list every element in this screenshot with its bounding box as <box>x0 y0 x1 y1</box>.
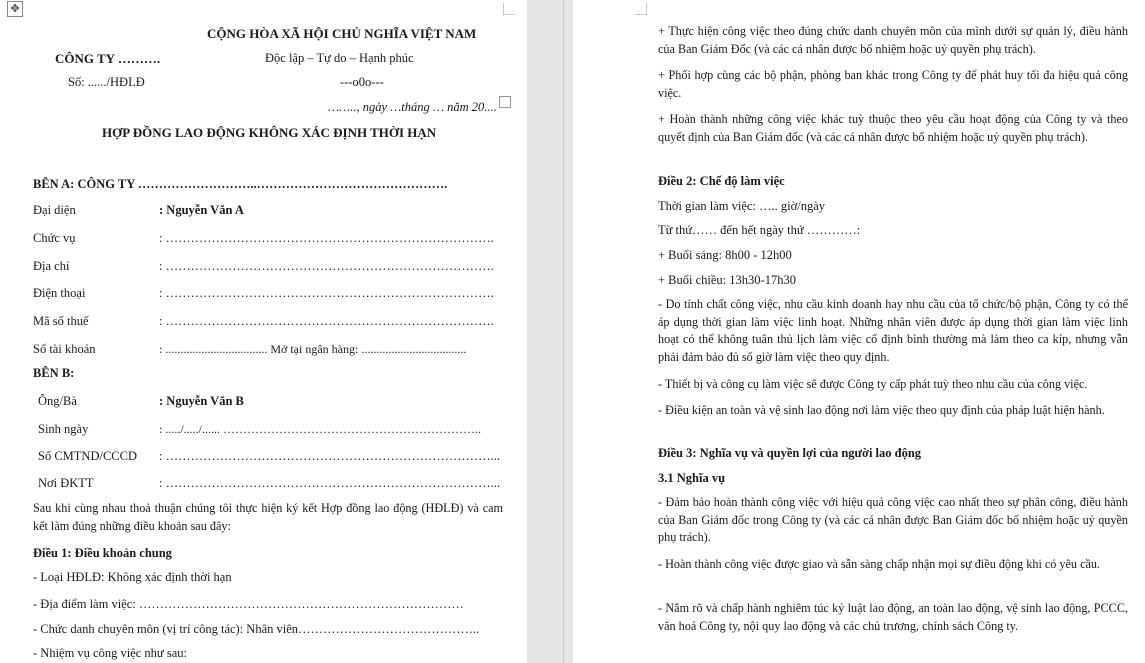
article-1-line: - Chức danh chuyên môn (vị trí công tác): Nhân viên…………………………………….. <box>33 622 480 636</box>
party-a-value-phone: : ……………………………………………………………………. <box>159 286 494 300</box>
intro-paragraph: Sau khi cùng nhau thoả thuận chúng tôi thực hiện ký kết Hợp đồng lao động (HĐLĐ) và cam kết làm đúng những điều khoản sau đây: <box>33 501 503 533</box>
party-b-value-id-card: : ……………………………………………………………………... <box>159 449 500 463</box>
document-page-right <box>573 0 1145 663</box>
article-2-heading: Điều 2: Chế độ làm việc <box>658 174 785 188</box>
article-1-line: - Nhiệm vụ công việc như sau: <box>33 646 187 660</box>
republic-title: CỘNG HÒA XÃ HỘI CHỦ NGHĨA VIỆT NAM <box>207 26 477 41</box>
party-a-label-address: Địa chỉ <box>33 259 70 273</box>
party-a-label-position: Chức vụ <box>33 231 76 245</box>
party-a-value-tax-code: : ……………………………………………………………………. <box>159 314 494 328</box>
party-b-value-name: : Nguyễn Văn B <box>159 394 244 408</box>
party-b-value-residence: : ……………………………………………………………………... <box>159 476 500 490</box>
header-separator: ---o0o--- <box>340 75 384 89</box>
afternoon-shift: + Buổi chiều: 13h30-17h30 <box>658 273 796 287</box>
task-paragraph: + Phối hợp cùng các bộ phận, phòng ban khác trong Công ty để phát huy tối đa hiệu quả công việc. <box>658 68 1128 100</box>
party-b-value-birthdate: : ...../...../...... ……………………………………………………….. <box>159 422 482 436</box>
contract-title: HỢP ĐỒNG LAO ĐỘNG KHÔNG XÁC ĐỊNH THỜI HẠN <box>102 125 437 140</box>
party-a-heading: BÊN A: CÔNG TY ………………………..………………………………………. <box>33 177 448 191</box>
date-line: …….., ngày …tháng … năm 20.... <box>328 100 497 114</box>
party-b-label-birthdate: Sinh ngày <box>38 422 89 436</box>
party-a-label-representative: Đại diện <box>33 203 76 217</box>
task-paragraph: + Thực hiện công việc theo đúng chức danh chuyên môn của mình dưới sự quản lý, điều hành của Ban Giám Đốc (và các cá nhân được bổ nhiệm hoặc uỷ quyền phụ trách). <box>658 24 1128 56</box>
party-a-label-phone: Điện thoại <box>33 286 86 300</box>
page-corner-marker-icon <box>635 3 647 15</box>
party-b-label-residence: Nơi ĐKTT <box>38 476 94 490</box>
article-3-heading: Điều 3: Nghĩa vụ và quyền lợi của người lao động <box>658 446 922 460</box>
party-b-label-id-card: Số CMTND/CCCD <box>38 449 137 463</box>
party-a-value-account: : .................................. Mở tại ngân hàng: ................................... <box>159 342 467 356</box>
party-b-heading: BÊN B: <box>33 366 75 380</box>
work-hours: Thời gian làm việc: ….. giờ/ngày <box>658 199 826 213</box>
flexible-hours-paragraph: - Do tính chất công việc, nhu cầu kinh doanh hay nhu cầu của tổ chức/bộ phận, Công ty có thể áp dụng thời gian làm việc linh hoạt. Những nhân viên được áp dụng thời gian làm việc linh hoạt có thể không tuân thủ lịch làm việc cố định bình thường mà làm theo ca kíp, nhưng vẫn phải đảm bảo đủ số giờ làm việc theo quy định. <box>658 297 1128 364</box>
contract-number: Số: ....../HĐLĐ <box>68 75 145 89</box>
company-name: CÔNG TY ………. <box>55 51 161 66</box>
page-corner-marker-icon <box>503 3 515 15</box>
table-move-handle-icon[interactable]: ✥ <box>7 1 23 17</box>
party-a-value-address: : ……………………………………………………………………. <box>159 259 494 273</box>
anchor-marker-icon <box>499 96 511 108</box>
article-1-heading: Điều 1: Điều khoản chung <box>33 546 172 560</box>
equipment-paragraph: - Thiết bị và công cụ làm việc sẽ được Công ty cấp phát tuỳ theo nhu cầu của công việc. <box>658 377 1088 391</box>
scroll-divider <box>563 0 564 663</box>
duty-paragraph: - Đảm bảo hoàn thành công việc với hiệu quả công việc cao nhất theo sự phân công, điều hành của Ban Giám đốc trong Công ty (và các cá nhân được Ban Giám đốc bổ nhiệm hoặc uỷ quyền phụ trách). <box>658 495 1128 544</box>
article-1-line: - Địa điểm làm việc: …………………………………………………………………… <box>33 597 464 611</box>
morning-shift: + Buổi sáng: 8h00 - 12h00 <box>658 248 792 262</box>
party-a-label-account: Số tài khoản <box>33 342 96 356</box>
document-page-left <box>0 0 527 663</box>
article-1-line: - Loại HĐLĐ: Không xác định thời hạn <box>33 570 232 584</box>
party-a-value-position: : ……………………………………………………………………. <box>159 231 494 245</box>
party-a-value-representative: : Nguyễn Văn A <box>159 203 244 217</box>
party-b-label-name: Ông/Bà <box>38 394 77 408</box>
motto: Độc lập – Tự do – Hạnh phúc <box>265 51 414 65</box>
article-3-subheading: 3.1 Nghĩa vụ <box>658 471 726 485</box>
safety-paragraph: - Điều kiện an toàn và vệ sinh lao động nơi làm việc theo quy định của pháp luật hiện hành. <box>658 403 1105 417</box>
duty-paragraph: - Nắm rõ và chấp hành nghiêm túc kỷ luật lao động, an toàn lao động, vệ sinh lao động, PCCC, văn hoá Công ty, nội quy lao động và các chủ trương, chính sách Công ty. <box>658 601 1128 633</box>
party-a-label-tax-code: Mã số thuế <box>33 314 89 328</box>
task-paragraph: + Hoàn thành những công việc khác tuỳ thuộc theo yêu cầu hoạt động của Công ty và theo quyết định của Ban Giám đốc (và các cá nhân được bổ nhiệm hoặc uỷ quyền phụ trách). <box>658 112 1128 144</box>
duty-paragraph: - Hoàn thành công việc được giao và sẵn sàng chấp nhận mọi sự điều động khi có yêu cầu. <box>658 557 1101 571</box>
work-days: Từ thứ…… đến hết ngày thứ …………: <box>658 223 861 237</box>
